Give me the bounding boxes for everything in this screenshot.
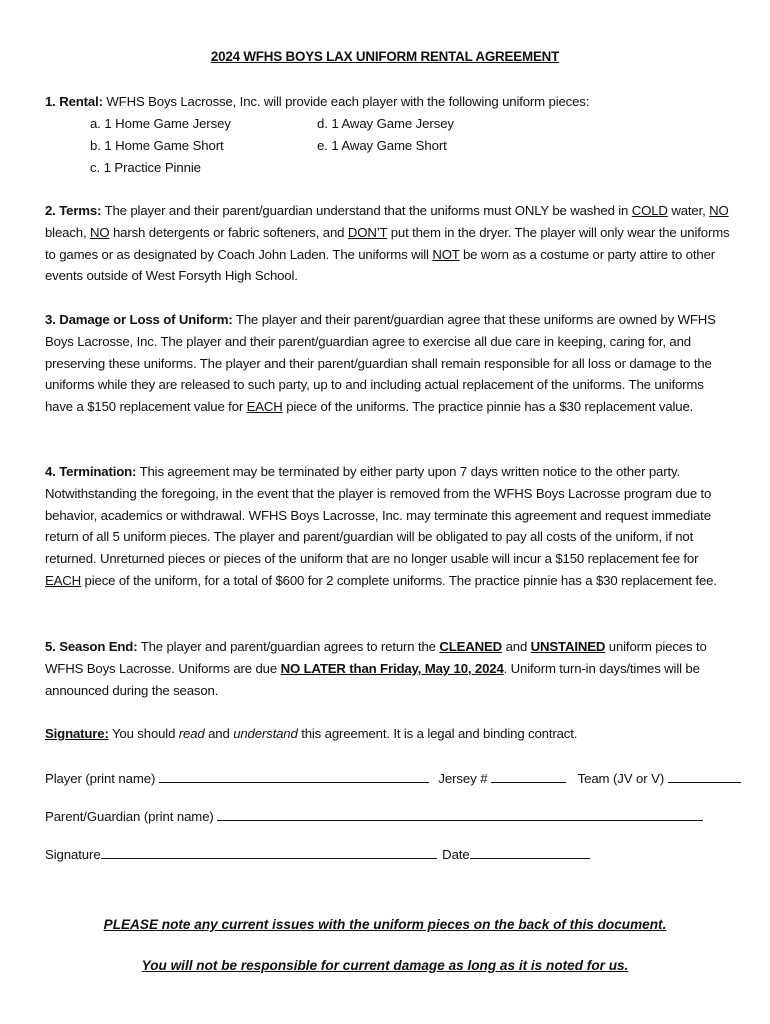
termination-text: This agreement may be terminated by either party upon 7 days written notice to the other party. Notwithstanding the foregoing, in the event that the player is removed from the WFHS Boys Lacrosse program due to behavior, academics or withdrawal. WFHS Boys Lacrosse, Inc. may terminate this agreement and request immediate return of all 5 uniform pieces. The player and parent/guardian will be obligated to pay all costs of the uniform, if not returned. Unreturned pieces or pieces of the uniform that are no longer usable will incur a $150 replacement fee for	[45, 464, 712, 567]
parent-row	[45, 806, 703, 824]
damage-heading: 3. Damage or Loss of Uniform:	[45, 312, 233, 327]
signature-emphasis: read	[178, 726, 205, 741]
terms-emphasis: COLD	[631, 203, 668, 218]
signature-text: this agreement. It is a legal and binding contract.	[297, 726, 578, 741]
rental-heading: 1. Rental:	[45, 94, 103, 109]
rental-section	[45, 91, 730, 113]
list-item: c. 1 Practice Pinnie	[90, 159, 201, 175]
termination-section	[45, 461, 730, 592]
signature-statement	[45, 723, 730, 745]
damage-text: piece of the uniforms. The practice pinnie has a $30 replacement value.	[282, 399, 694, 415]
terms-section	[45, 200, 730, 287]
signature-label: Signature	[45, 847, 101, 862]
damage-emphasis: EACH	[246, 399, 283, 415]
terms-text: bleach,	[45, 224, 90, 240]
document-title: 2024 WFHS BOYS LAX UNIFORM RENTAL AGREEMENT	[210, 49, 560, 64]
signature-emphasis: understand	[233, 726, 298, 741]
parent-name-field[interactable]	[217, 806, 703, 821]
rental-items-right	[317, 113, 454, 157]
termination-heading: 4. Termination:	[45, 464, 137, 479]
date-field[interactable]	[470, 844, 590, 859]
season-end-emphasis: CLEANED	[439, 639, 503, 654]
damage-section	[45, 309, 730, 418]
season-end-heading: 5. Season End:	[45, 639, 138, 654]
season-end-text: uniform pieces to WFHS Boys Lacrosse. Uniforms are due	[45, 639, 707, 676]
signature-field[interactable]	[101, 844, 437, 859]
terms-emphasis: NO	[709, 203, 729, 218]
list-item: a. 1 Home Game Jersey	[90, 116, 231, 131]
season-end-due-date: NO LATER than Friday, May 10, 2024	[280, 660, 504, 676]
parent-label: Parent/Guardian (print name)	[45, 809, 214, 824]
damage-text: The player and their parent/guardian agree that these uniforms are owned by WFHS Boys Lacrosse, Inc. The player and their parent/guardian agree to exercise all due care in keeping, caring for, and preserving these uniforms. The player and their parent/guardian shall remain responsible for all loss or damage to the uniforms while they are released to such party, up to and including actual replacement of the uniforms. The uniforms have a $150 replacement value for	[45, 312, 716, 415]
player-label: Player (print name)	[45, 771, 156, 786]
signature-text: You should	[108, 726, 179, 741]
signature-heading: Signature:	[45, 726, 109, 741]
terms-emphasis: NO	[90, 224, 110, 240]
terms-text: The player and their parent/guardian understand that the uniforms must ONLY be washed in	[101, 203, 632, 218]
team-label: Team (JV or V)	[577, 771, 665, 786]
note-responsibility: You will not be responsible for current damage as long as it is noted for us.	[141, 958, 629, 973]
terms-heading: 2. Terms:	[45, 203, 102, 218]
termination-text: piece of the uniform, for a total of $600 for 2 complete uniforms. The practice pinnie has a $30 replacement fee.	[81, 572, 717, 588]
termination-emphasis: EACH	[45, 572, 82, 588]
signature-row	[45, 844, 590, 862]
season-end-emphasis: UNSTAINED	[530, 639, 606, 654]
season-end-text: The player and parent/guardian agrees to return the	[137, 639, 440, 654]
season-end-section	[45, 636, 730, 701]
jersey-number-field[interactable]	[491, 768, 566, 783]
date-label: Date	[442, 847, 470, 862]
terms-text: put them in the dryer. The player will only wear the uniforms to games or as designated by Coach John Laden. The uniforms will	[45, 224, 730, 262]
season-end-text: . Uniform turn-in days/times will be announced during the season.	[45, 660, 700, 698]
player-name-field[interactable]	[159, 768, 429, 783]
rental-items-left	[90, 113, 231, 178]
jersey-label: Jersey #	[438, 771, 488, 786]
rental-text: WFHS Boys Lacrosse, Inc. will provide each player with the following uniform pieces:	[102, 94, 590, 109]
terms-text: harsh detergents or fabric softeners, and	[109, 224, 348, 240]
list-item: d. 1 Away Game Jersey	[317, 116, 454, 131]
season-end-text: and	[502, 639, 531, 654]
team-field[interactable]	[668, 768, 741, 783]
terms-emphasis: DON’T	[347, 224, 388, 240]
note-current-issues: PLEASE note any current issues with the uniform pieces on the back of this document.	[103, 917, 667, 932]
terms-emphasis: NOT	[432, 246, 460, 262]
list-item: e. 1 Away Game Short	[317, 137, 447, 153]
terms-text: be worn as a costume or party attire to other events outside of West Forsyth High School.	[45, 246, 715, 284]
terms-text: water,	[667, 203, 710, 218]
player-row	[45, 768, 741, 786]
signature-text: and	[204, 726, 234, 741]
list-item: b. 1 Home Game Short	[90, 137, 224, 153]
